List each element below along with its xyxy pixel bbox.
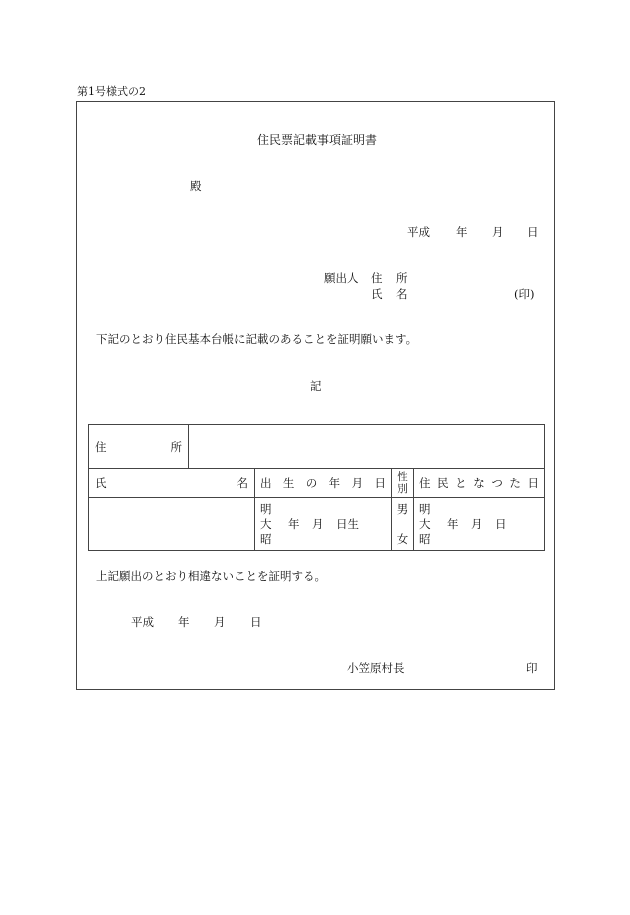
table-row (89, 425, 545, 469)
birth-header-cell (255, 469, 392, 498)
certify-date-year: 年 (178, 615, 190, 629)
address-value-cell[interactable] (189, 425, 545, 469)
certify-text: 上記願出のとおり相違ないことを証明する。 (96, 569, 326, 583)
resident-year-label: 年 (447, 516, 459, 531)
birth-era-meiji: 明 (260, 501, 272, 516)
birth-era-showa: 昭 (260, 531, 272, 546)
certify-date-day: 日 (250, 615, 262, 629)
applicant-name-label-2: 名 (396, 287, 408, 301)
certify-date-month: 月 (214, 615, 226, 629)
applicant-address-label-2: 所 (396, 271, 408, 285)
sex-value-cell[interactable] (392, 498, 414, 551)
name-header-2: 名 (236, 476, 248, 490)
applicant-address-label-1: 住 (371, 271, 383, 285)
birth-month-label: 月 (312, 516, 324, 531)
resident-header-2: 民 (437, 476, 449, 490)
issuer-name: 小笠原村長 (347, 661, 405, 675)
birth-year-label: 年 (288, 516, 300, 531)
request-text: 下記のとおり住民基本台帳に記載のあることを証明願います。 (96, 332, 418, 346)
request-date-day: 日 (527, 225, 539, 239)
sex-option-female: 女 (396, 531, 409, 546)
name-value-cell[interactable] (89, 498, 255, 551)
resident-header-5: つ (491, 476, 503, 490)
sex-header-cell (392, 469, 414, 498)
certificate-frame (76, 101, 555, 690)
request-date-year: 年 (456, 225, 468, 239)
resident-day-label: 日 (495, 516, 507, 531)
name-header-1: 氏 (95, 476, 107, 490)
table-row (89, 469, 545, 498)
addressee-suffix: 殿 (190, 179, 202, 193)
ki-heading: 記 (310, 379, 322, 393)
request-date-era: 平成 (407, 225, 430, 239)
applicant-label: 願出人 (324, 271, 359, 285)
certify-date-era: 平成 (131, 615, 154, 629)
birth-header-2: 生 (282, 476, 295, 490)
resident-era-showa: 昭 (419, 531, 431, 546)
applicant-seal: (印) (514, 287, 535, 301)
name-header-cell (89, 469, 255, 498)
address-header-2: 所 (170, 439, 182, 454)
birth-day-label: 日生 (336, 516, 359, 531)
address-header-cell (89, 425, 189, 469)
birth-header-3: の (305, 476, 318, 490)
sex-option-male: 男 (396, 501, 409, 516)
resident-header-7: 日 (527, 476, 539, 490)
address-header-1: 住 (95, 439, 107, 454)
birth-date-cell[interactable] (255, 498, 392, 551)
birth-header-5: 月 (351, 476, 364, 490)
form-number: 第1号様式の2 (77, 85, 146, 98)
birth-header-4: 年 (328, 476, 341, 490)
table-row (89, 498, 545, 551)
birth-era-taisho: 大 (260, 516, 272, 531)
resident-era-taisho: 大 (419, 516, 431, 531)
birth-header-1: 出 (260, 476, 272, 490)
birth-header-6: 日 (374, 476, 386, 490)
document-title: 住民票記載事項証明書 (257, 133, 378, 147)
resident-header-6: た (509, 476, 521, 490)
resident-header-4: な (473, 476, 485, 490)
resident-header-1: 住 (419, 476, 431, 490)
applicant-name-label-1: 氏 (371, 287, 383, 301)
resident-era-meiji: 明 (419, 501, 431, 516)
resident-month-label: 月 (471, 516, 483, 531)
issuer-seal: 印 (526, 661, 538, 675)
sex-header-1: 性 (397, 471, 408, 483)
request-date-month: 月 (492, 225, 504, 239)
resident-date-cell[interactable] (414, 498, 545, 551)
sex-header-2: 別 (397, 483, 408, 495)
resident-header-3: と (455, 476, 467, 490)
resident-info-table (88, 424, 545, 551)
resident-header-cell (414, 469, 545, 498)
